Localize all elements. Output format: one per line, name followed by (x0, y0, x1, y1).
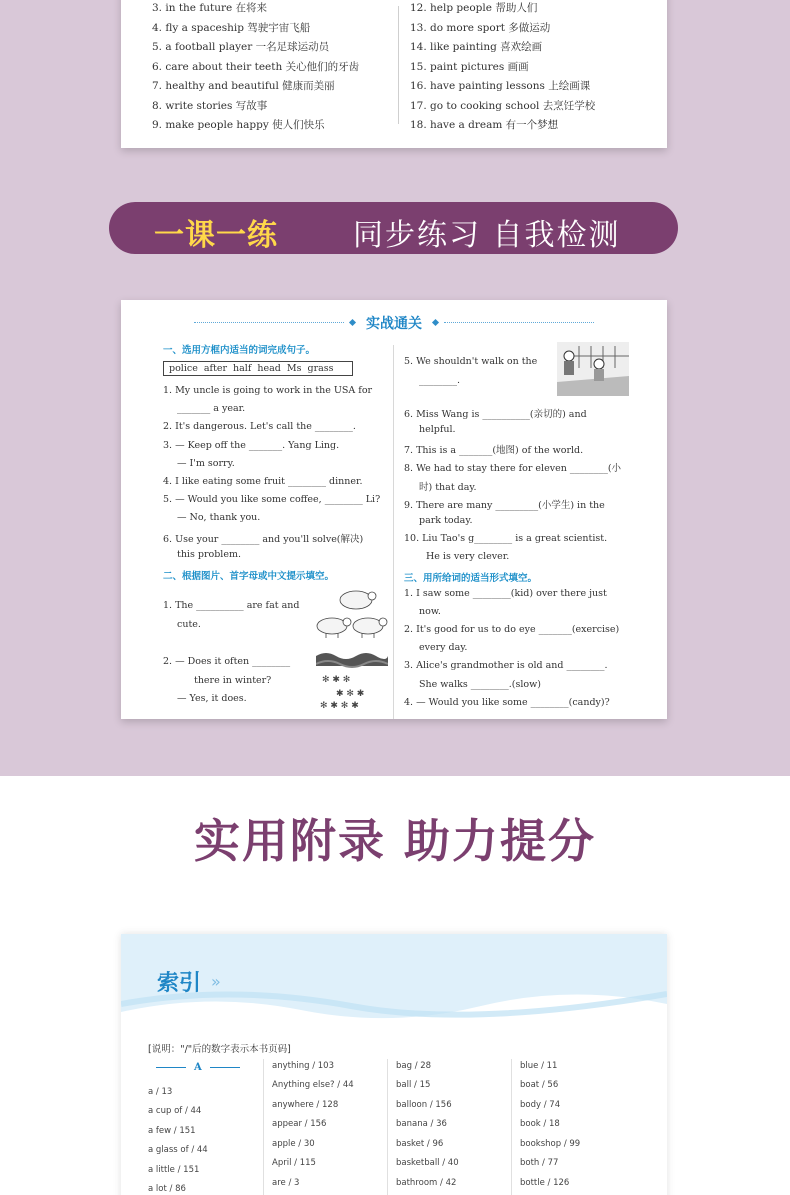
diamond-icon (432, 319, 439, 326)
banner-subtitle: 同步练习 自我检测 (353, 218, 621, 253)
index-entry: a cup of / 44 (148, 1106, 202, 1116)
index-entry: blue / 11 (520, 1061, 558, 1071)
dotted-rule (194, 322, 344, 323)
question-line: this problem. (177, 549, 241, 560)
question-line: 8. We had to stay there for eleven ________(小 (404, 463, 622, 474)
column-divider (398, 6, 399, 124)
index-entry: April / 115 (272, 1158, 316, 1168)
question-line: there in winter? (194, 675, 272, 686)
phrase-item: 18. have a dream 有一个梦想 (410, 119, 559, 131)
svg-text:✻ ✱ ✻: ✻ ✱ ✻ (322, 675, 351, 685)
index-entry: bathroom / 42 (396, 1178, 457, 1188)
phrase-item: 5. a football player 一名足球运动员 (152, 41, 330, 53)
question-line: 2. It's dangerous. Let's call the ________. (163, 421, 356, 432)
question-line: 2. It's good for us to do eye _______(exercise) (404, 624, 620, 635)
dotted-rule (444, 322, 594, 323)
section-title-text: 实战通关 (366, 315, 422, 332)
svg-text:✱ ✻ ✱: ✱ ✻ ✱ (336, 689, 365, 699)
question-line: 2. — Does it often ________ (163, 656, 291, 667)
column-divider (511, 1059, 512, 1195)
letter-rule (156, 1067, 186, 1068)
question-line: every day. (419, 642, 468, 653)
index-entry: apple / 30 (272, 1139, 315, 1149)
index-entry: body / 74 (520, 1100, 561, 1110)
question-line: now. (419, 606, 441, 617)
question-line: — I'm sorry. (177, 458, 235, 469)
question-line: 3. — Keep off the _______. Yang Ling. (163, 440, 340, 451)
part2-title: 二、根据图片、首字母或中文提示填空。 (163, 571, 335, 582)
index-entry: a / 13 (148, 1087, 173, 1097)
banner-highlight: 一课一练 (154, 218, 278, 253)
column-divider (263, 1059, 264, 1195)
index-entry: bottle / 126 (520, 1178, 570, 1188)
part3-title: 三、用所给词的适当形式填空。 (404, 573, 538, 584)
question-line: 1. The __________ are fat and (163, 600, 300, 611)
index-entry: anything / 103 (272, 1061, 334, 1071)
double-chevron-icon: » (211, 972, 221, 991)
index-entry: a few / 151 (148, 1126, 196, 1136)
index-title: 索引 (157, 971, 202, 996)
question-line: park today. (419, 515, 473, 526)
sheep-illustration (316, 586, 391, 640)
phrase-item: 6. care about their teeth 关心他们的牙齿 (152, 61, 360, 73)
phrase-item: 12. help people 帮助人们 (410, 2, 538, 14)
index-entry: ball / 15 (396, 1080, 431, 1090)
index-entry: basketball / 40 (396, 1158, 459, 1168)
section-banner (109, 202, 678, 254)
question-line: helpful. (419, 424, 456, 435)
phrase-item: 8. write stories 写故事 (152, 100, 268, 112)
question-line: 3. Alice's grandmother is old and ________. (404, 660, 608, 671)
question-line: 7. This is a _______(地图) of the world. (404, 445, 584, 456)
index-entry: boat / 56 (520, 1080, 559, 1090)
section-title (121, 312, 667, 333)
word-box: police after half head Ms grass (163, 361, 353, 376)
question-line: 9. There are many _________(小学生) in the (404, 500, 605, 511)
question-line: 6. Use your ________ and you'll solve(解决) (163, 534, 364, 545)
question-line: 5. — Would you like some coffee, ________ Li? (163, 494, 381, 505)
index-entry: book / 18 (520, 1119, 560, 1129)
phrase-list-page (121, 0, 667, 148)
phrase-item: 15. paint pictures 画画 (410, 61, 529, 73)
question-line: 5. We shouldn't walk on the (404, 356, 538, 367)
phrase-item: 14. like painting 喜欢绘画 (410, 41, 543, 53)
index-entry: Anything else? / 44 (272, 1080, 354, 1090)
kids-illustration (557, 342, 629, 396)
index-letter-heading (148, 1062, 248, 1073)
index-entry: bag / 28 (396, 1061, 432, 1071)
question-line: 时) that day. (419, 482, 477, 493)
phrase-item: 7. healthy and beautiful 健康而美丽 (152, 80, 335, 92)
index-entry: balloon / 156 (396, 1100, 452, 1110)
wave-decoration (121, 934, 667, 1034)
question-line: 1. My uncle is going to work in the USA for (163, 385, 373, 396)
index-entry: bookshop / 99 (520, 1139, 581, 1149)
letter-rule (210, 1067, 240, 1068)
phrase-item: 16. have painting lessons 上绘画课 (410, 80, 591, 92)
question-line: 4. I like eating some fruit ________ dinner. (163, 476, 363, 487)
index-entry: are / 3 (272, 1178, 300, 1188)
phrase-item: 17. go to cooking school 去烹饪学校 (410, 100, 596, 112)
question-line: — No, thank you. (177, 512, 261, 523)
index-note: [说明："/"后的数字表示本书页码] (148, 1044, 291, 1055)
column-divider (393, 345, 394, 719)
index-letter: A (194, 1062, 202, 1073)
phrase-item: 4. fly a spaceship 驾驶宇宙飞船 (152, 22, 311, 34)
index-entry: anywhere / 128 (272, 1100, 339, 1110)
appendix-heading: 实用附录 助力提分 (193, 814, 596, 868)
question-line: He is very clever. (426, 551, 510, 562)
question-line: 1. I saw some ________(kid) over there just (404, 588, 607, 599)
question-line: — Yes, it does. (177, 693, 247, 704)
index-entry: a little / 151 (148, 1165, 200, 1175)
index-entry: banana / 36 (396, 1119, 447, 1129)
phrase-item: 3. in the future 在将来 (152, 2, 268, 14)
phrase-item: 13. do more sport 多做运动 (410, 22, 551, 34)
snow-illustration (316, 650, 388, 714)
question-line: She walks ________.(slow) (419, 679, 541, 690)
question-line: ________. (419, 375, 461, 386)
question-line: cute. (177, 619, 201, 630)
index-entry: both / 77 (520, 1158, 559, 1168)
index-entry: a glass of / 44 (148, 1145, 208, 1155)
index-entry: a lot / 86 (148, 1184, 186, 1194)
phrase-item: 9. make people happy 使人们快乐 (152, 119, 325, 131)
part1-title: 一、选用方框内适当的词完成句子。 (163, 345, 316, 356)
question-line: 4. — Would you like some ________(candy)? (404, 697, 610, 708)
index-page (121, 934, 667, 1195)
question-line: 6. Miss Wang is __________(亲切的) and (404, 409, 587, 420)
svg-text:✻ ✱ ✻ ✱: ✻ ✱ ✻ ✱ (320, 701, 359, 711)
question-line: 10. Liu Tao's g________ is a great scientist. (404, 533, 608, 544)
exercise-page (121, 300, 667, 719)
index-entry: appear / 156 (272, 1119, 327, 1129)
index-entry: basket / 96 (396, 1139, 444, 1149)
diamond-icon (349, 319, 356, 326)
index-header-band (121, 934, 667, 1034)
column-divider (387, 1059, 388, 1195)
question-line: _______ a year. (177, 403, 246, 414)
